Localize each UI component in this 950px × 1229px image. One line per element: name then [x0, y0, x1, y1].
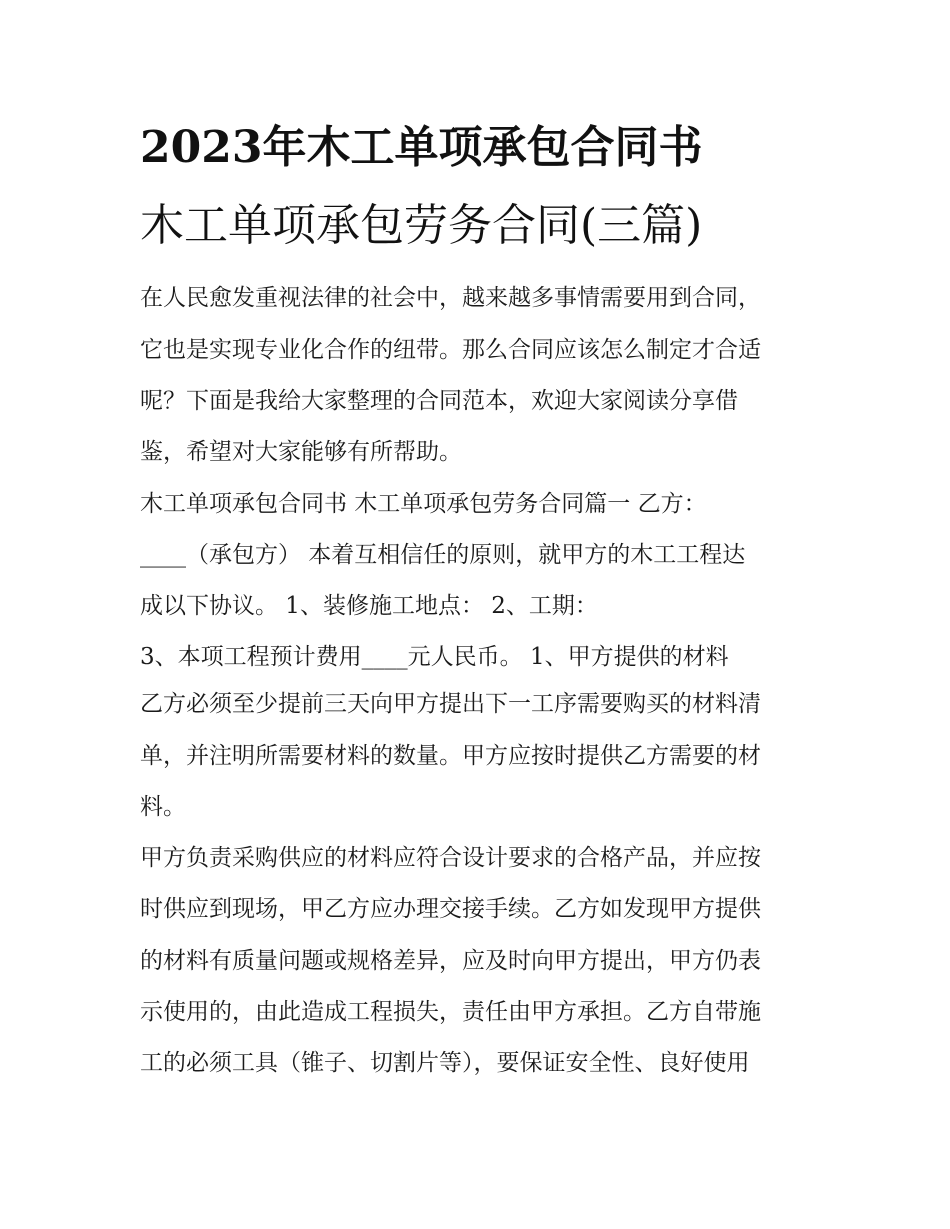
body-line: 在人民愈发重视法律的社会中，越来越多事情需要用到合同， [140, 285, 761, 311]
body-line: 木工单项承包合同书 木工单项承包劳务合同篇一 乙方： [140, 491, 707, 517]
body-line: ____（承包方） 本着互相信任的原则，就甲方的木工工程达 [140, 542, 746, 568]
body-line: 它也是实现专业化合作的纽带。那么合同应该怎么制定才合适 [140, 337, 761, 363]
body-line: 料。 [140, 794, 186, 820]
body-line: 甲方负责采购供应的材料应符合设计要求的合格产品，并应按 [140, 845, 761, 871]
body-line: 3、本项工程预计费用____元人民币。 1、甲方提供的材料 [140, 644, 729, 670]
body-line: 的材料有质量问题或规格差异，应及时向甲方提出，甲方仍表 [140, 948, 761, 974]
body-line: 呢？下面是我给大家整理的合同范本，欢迎大家阅读分享借 [140, 388, 738, 414]
body-line: 单，并注明所需要材料的数量。甲方应按时提供乙方需要的材 [140, 743, 761, 769]
body-line: 时供应到现场，甲乙方应办理交接手续。乙方如发现甲方提供 [140, 896, 761, 922]
body-line: 乙方必须至少提前三天向甲方提出下一工序需要购买的材料清 [140, 691, 761, 717]
body-line: 示使用的，由此造成工程损失，责任由甲方承担。乙方自带施 [140, 999, 761, 1025]
document-subtitle: 木工单项承包劳务合同(三篇) [140, 200, 703, 251]
body-line: 工的必须工具（锥子、切割片等），要保证安全性、良好使用 [140, 1050, 750, 1076]
document-title: 2023年木工单项承包合同书 [140, 122, 703, 173]
body-line: 鉴，希望对大家能够有所帮助。 [140, 439, 462, 465]
body-line: 成以下协议。 1、装修施工地点： 2、工期： [140, 593, 598, 619]
